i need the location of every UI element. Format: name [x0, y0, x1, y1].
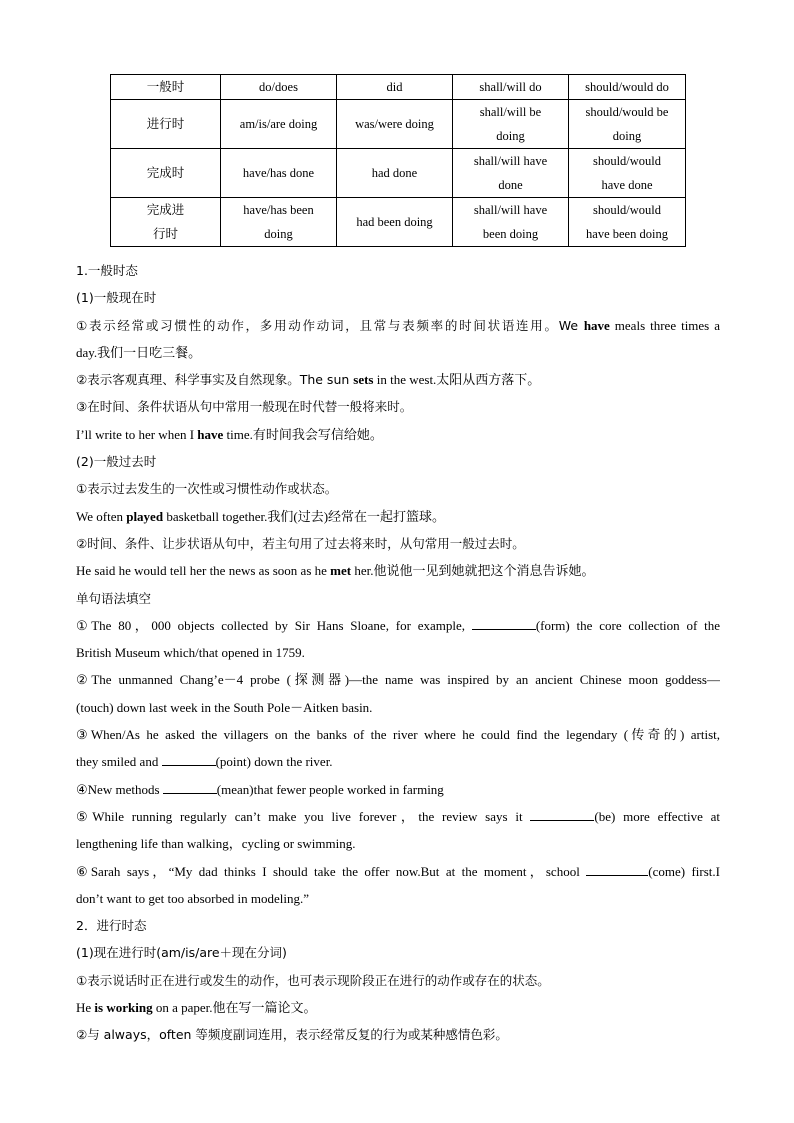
text-span: (form) the core collection of the [535, 617, 720, 633]
cell-line: have been doing [586, 227, 668, 241]
paragraph [76, 421, 720, 448]
cell-line: doing [612, 129, 642, 143]
question-1 [76, 612, 720, 639]
document-body [76, 257, 720, 1049]
text-span: her.他说他一见到她就把这个消息告诉她。 [351, 563, 595, 579]
text-span: He said he would tell her the news as soon as he [76, 563, 331, 579]
text-span: ④New methods [76, 781, 163, 797]
table-cell [453, 198, 569, 247]
answer-blank[interactable] [530, 807, 594, 821]
table-row [111, 198, 686, 247]
row-label: 完成时 [111, 149, 221, 198]
answer-blank[interactable] [472, 616, 536, 630]
table-cell: had done [337, 149, 453, 198]
cell-line: should/would [592, 154, 662, 168]
subsection-heading: (2)一般过去时 [76, 454, 157, 470]
table-cell [569, 149, 686, 198]
paragraph: ②与 always，often 等频度副词连用，表示经常反复的行为或某种感情色彩。 [76, 1027, 508, 1043]
text-span: in the west.太阳从西方落下。 [373, 372, 541, 388]
text-span: day.我们一日吃三餐。 [76, 344, 202, 360]
cell-line: 行时 [152, 226, 178, 241]
row-label [111, 198, 221, 247]
text-span: He [76, 1000, 95, 1016]
text-span: (mean)that fewer people worked in farming [216, 781, 444, 797]
row-label: 进行时 [111, 100, 221, 149]
question-2 [76, 666, 720, 693]
text-span: (touch) down last week in the South Pole－Aitken basin. [76, 699, 373, 715]
text-span: (come) first.I [648, 863, 720, 879]
answer-blank[interactable] [162, 752, 216, 766]
text-span: lengthening life than walking，cycling or swimming. [76, 836, 356, 852]
text-span: (point) down the river. [215, 754, 333, 770]
table-cell: am/is/are doing [221, 100, 337, 149]
section-heading: 1.一般时态 [76, 263, 138, 278]
row-label: 一般时 [111, 75, 221, 100]
text-span: We often [76, 508, 127, 524]
emphasis: played [126, 508, 164, 524]
subsection-heading: (1)现在进行时(am/is/are＋现在分词) [76, 945, 287, 961]
tense-table [110, 74, 686, 247]
text-span: don’t want to get too absorbed in modeling.” [76, 890, 309, 906]
question-2-cont [76, 694, 720, 721]
text-span: they smiled and [76, 754, 162, 770]
emphasis: have [197, 426, 224, 442]
text-span: I’ll write to her when I [76, 426, 198, 442]
text-span: British Museum which/that opened in 1759. [76, 645, 305, 661]
question-3-cont [76, 748, 720, 775]
cell-line: doing [496, 129, 525, 143]
table-row [111, 149, 686, 198]
paragraph: ①表示说话时正在进行或发生的动作，也可表示现阶段正在进行的动作或存在的状态。 [76, 972, 550, 988]
cell-line: shall/will have [473, 154, 548, 168]
section-heading: 2．进行时态 [76, 918, 147, 934]
paragraph [76, 503, 720, 530]
table-cell: have/has done [221, 149, 337, 198]
question-5 [76, 803, 720, 830]
cell-line: doing [264, 227, 293, 241]
cell-line: shall/will have [473, 203, 548, 217]
exercise-title: 单句语法填空 [76, 590, 152, 606]
cell-line: 完成进 [146, 202, 185, 217]
table-cell [453, 149, 569, 198]
table-cell [453, 100, 569, 149]
cell-line: should/would [592, 203, 662, 217]
table-cell: do/does [221, 75, 337, 100]
question-1-cont [76, 639, 720, 666]
text-span: ⑥Sarah says，“My dad thinks I should take the offer now.But at the moment，school [76, 863, 587, 879]
answer-blank[interactable] [586, 862, 648, 876]
text-span: ②The unmanned Chang’e－4 probe (探测器)—the name was inspired by an ancient Chinese moon goddess— [76, 672, 720, 688]
emphasis: met [330, 563, 352, 579]
paragraph [76, 366, 720, 393]
table-cell: shall/will do [453, 75, 569, 100]
subsection-heading: (1)一般现在时 [76, 290, 157, 306]
paragraph [76, 994, 720, 1021]
paragraph [76, 312, 720, 339]
text-span: on a paper.他在写一篇论文。 [152, 1000, 317, 1016]
emphasis: sets [353, 372, 374, 388]
text-span: ③When/As he asked the villagers on the banks of the river where he could find the legendary (传奇的) artist, [76, 727, 720, 743]
text-span: ①The 80，000 objects collected by Sir Hans Sloane, for example, [76, 617, 472, 633]
emphasis: have [583, 317, 610, 333]
question-5-cont [76, 830, 720, 857]
paragraph: ①表示过去发生的一次性或习惯性动作或状态。 [76, 481, 338, 497]
question-3 [76, 721, 720, 748]
question-4 [76, 776, 720, 803]
text-span: meals three times a [609, 317, 720, 333]
paragraph: ③在时间、条件状语从句中常用一般现在时代替一般将来时。 [76, 399, 413, 415]
text-span: time.有时间我会写信给她。 [223, 426, 383, 442]
cell-line: have/has been [243, 203, 314, 217]
table-cell [569, 198, 686, 247]
paragraph: ②时间、条件、让步状语从句中，若主句用了过去将来时，从句常用一般过去时。 [76, 535, 525, 551]
answer-blank[interactable] [163, 780, 217, 794]
table-row [111, 75, 686, 100]
table-cell: should/would do [569, 75, 686, 100]
question-6-cont [76, 885, 720, 912]
text-span: basketball together.我们(过去)经常在一起打篮球。 [163, 508, 446, 524]
table-cell: had been doing [337, 198, 453, 247]
question-6 [76, 858, 720, 885]
table-cell: did [337, 75, 453, 100]
table-cell [569, 100, 686, 149]
table-row [111, 100, 686, 149]
cell-line: done [498, 178, 523, 192]
table-cell [221, 198, 337, 247]
text-span: ⑤While running regularly can’t make you live forever，the review says it [76, 808, 531, 824]
text-span: (be) more effective at [594, 808, 720, 824]
emphasis: is working [94, 1000, 153, 1016]
cell-line: have done [601, 178, 653, 192]
text-span: ①表示经常或习惯性的动作，多用动作动词，且常与表频率的时间状语连用。We [76, 317, 584, 333]
cell-line: should/would be [585, 105, 669, 119]
paragraph [76, 339, 720, 366]
text-span: ②表示客观真理、科学事实及自然现象。The sun [76, 372, 354, 388]
paragraph [76, 557, 720, 584]
cell-line: shall/will be [479, 105, 542, 119]
cell-line: been doing [482, 227, 539, 241]
table-cell: was/were doing [337, 100, 453, 149]
